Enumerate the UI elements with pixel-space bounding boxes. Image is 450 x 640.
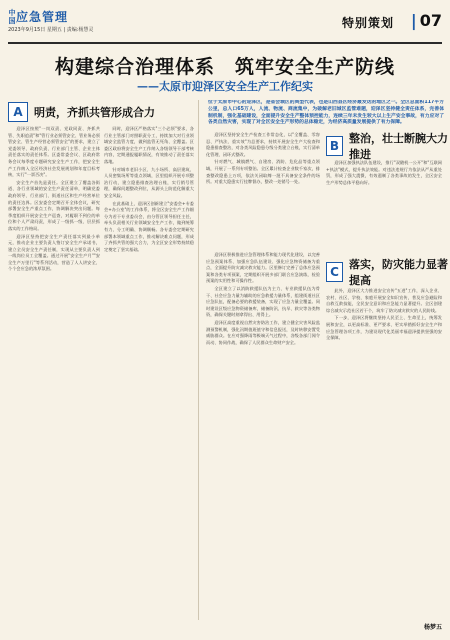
section-a-col2 — [104, 126, 194, 620]
paragraph: 针对燃气、城镇燃气、自建房、消防、危化品等重点领域，开展了一系列专项整治。全区累计检查企业数千家次，排查整改隐患上万项，依法关闭取缔一批不具备安全条件的场所。对重大隐患实行挂牌督办，整改一处销号一处。 — [206, 159, 320, 185]
paragraph: 安全生产首先是责任。全区建立了覆盖各街道、各行业领域的安全生产责任清单，明确党委政府领导、行业部门、街道社区和生产经营单位的责任边界。区安委会定期召开全体会议，研究部署安全生产重点工作，协调解决突出问题。每季度组织开展安全生产巡查，对履职不到位的单位和个人严肃问责，形成了一级抓一级、层层抓落实的工作格局。 — [8, 179, 100, 231]
paragraph: 迎泽区积极推进应急管理体系和能力现代化建设，以完善应急预案体系、加强应急队伍建设、强化应急物资储备为重点，全面提升防灾减灾救灾能力。区里修订完善了总体应急预案和各类专项预案，定期组织开展多部门联合应急演练，检验预案的实用性和可操作性。 — [206, 252, 320, 284]
section-b-col2 — [326, 160, 442, 252]
section-c-letter: C — [326, 262, 343, 282]
paragraph: 迎泽区按照"一岗双责、党政同责、齐抓共管、失职追责"和"管行业必须管安全、管业务必须管安全、管生产经营必须管安全"的要求，建立了党委领导、政府负责、行业部门主管、企业主体责任落实的责任体系。区委常委会议、区政府常务会议每季度专题研究安全生产工作，把安全生产工作纳入全区经济社会发展规划和年度目标考核，实行"一票否决"。 — [8, 126, 100, 178]
paragraph: 迎泽区坚持安全生产检查工作常态化，以"全覆盖、零容忍、严执法、重实效"为总要求，持续开展安全生产大检查和隐患排查整治，对各类风险隐患分级分类建立台账，实行清单化管理、闭环式整改。 — [206, 132, 320, 157]
page-number: | 07 — [410, 11, 442, 30]
section-c-header — [326, 258, 450, 287]
author-signature: 杨梦五 — [423, 624, 442, 631]
paragraph: 针对城市老旧小区、九小场所、高层建筑、人员密集场所等重点领域，区里组织开展专项整治行动，建立隐患排查治理台账，实行销号管理，确保问题整改到位，从源头上防范化解重大安全风险。 — [104, 166, 194, 198]
section-c-col2 — [326, 288, 442, 618]
section-b-title: 整治，壮士断腕大力推进 — [349, 132, 449, 161]
section-c-title: 落实，防灾能力显著提高 — [349, 258, 449, 287]
page-number-value: 07 — [419, 11, 442, 30]
paragraph: 全区建立了以消防救援队伍为主力、专业救援队伍为骨干、社会应急力量为辅助的应急救援力量体系，组建街道社区应急队伍，配备必要的救援装备，实现了应急力量全覆盖。同时建设区级应急物资储备库，储备防汛、抗旱、救灾等各类物资，确保关键时刻拿得出、用得上。 — [206, 285, 320, 318]
paragraph: 迎泽区加强执法队伍建设，推行"双随机一公开"和"互联网+执法"模式，提升执法效能。对违法违规行为依法从严从重处罚，形成了强大震慑，有效遏制了各类事故的发生，全区安全生产形势总体平稳向好。 — [326, 160, 442, 185]
paragraph: 迎泽区坚持把安全生产责任落实到最小单元，推动企业主要负责人签订安全生产承诺书，建立全员安全生产责任制，实现从主要负责人到一线岗位员工全覆盖。通过开展"安全生产月""安全生产万里行"等系列活动，营造了人人讲安全、个个会应急的浓厚氛围。 — [8, 233, 100, 272]
section-c-col1 — [206, 252, 320, 620]
brand-logo — [8, 8, 68, 25]
section-a-col1 — [8, 126, 100, 620]
paragraph: 同时，迎泽区严格落实"三个必须"要求，各行业主管部门对照职责分工，持续加大对行业领域安全监管力度，做到监管无死角、全覆盖。区委区政府将安全生产工作纳入各级领导干部考核内容，定期通报履职情况，有效推动了责任落实落地。 — [104, 126, 194, 164]
paragraph: 此外，迎泽区大力推进安全宣传"五进"工作，深入企业、农村、社区、学校、家庭开展安全知识宣传，普及应急避险和自救互救技能，全民安全意识和应急能力显著提升。全区创建综合减灾示范社区若干个，筑牢了防灾减灾救灾的人民防线。 — [326, 288, 442, 313]
section-a-header — [8, 102, 155, 122]
subheadline: ——太原市迎泽区安全生产工作纪实 — [137, 80, 313, 93]
section-name: 特别策划 — [341, 16, 394, 30]
paragraph: 在此基础上，迎泽区创新建立"安委会+专委会+办公室"的工作体系，将全区安全生产工作细分为若干专业委员会，由分管区领导担任主任，牵头负责相关行业领域安全生产工作，做到统筹有力、分工明确、协调顺畅。各专委会定期研究部署本领域重点工作，推动解决难点问题，形成了齐抓共管的强大合力，为全区安全形势持续稳定奠定了坚实基础。 — [104, 200, 194, 252]
headline: 构建综合治理体系 筑牢安全生产防线 — [54, 56, 395, 78]
section-b-letter: B — [326, 136, 343, 156]
paragraph: 下一步，迎泽区将继续坚持人民至上、生命至上，统筹发展和安全，以更高标准、更严要求、更实举措抓好安全生产和应急管理各项工作，为建设现代化美丽幸福迎泽提供坚强的安全保障。 — [326, 315, 442, 341]
section-b-header — [326, 132, 450, 161]
brand-name: 应急管理 — [16, 10, 69, 24]
column-divider — [198, 100, 199, 620]
page-header — [8, 4, 442, 44]
issue-meta: 2023年9月15日 星期五 | 责编:杨慧灵 — [8, 27, 94, 33]
brand-small: 中国 — [8, 9, 17, 25]
paragraph: 迎泽区高度重视自然灾害防治工作，建立健全灾害风险监测预警机制，强化汛期值班值守和信息报送，及时转移安置受威胁群众。在应对强降雨等极端天气过程中，各级各部门闻令而动、协同作战，确保了人民群众生命财产安全。 — [206, 319, 320, 345]
section-a-letter: A — [8, 102, 28, 122]
lead-paragraph: 位于太原市中心的迎泽区，是省会城区的典型代表，也是山西县区经济最发达的地区之一。全区总面积117平方公里，总人口65万人，人流、物流、商流集中，为破解老旧城区监管难题，迎泽区坚持健全责任体系，完善体制机制，强化基础建设，全面提升安全生产整体预控能力，连续三年未发生较大以上生产安全事故，有力应对了各类自然灾害，实现了对全区安全生产形势的总体稳定，为经济高质量发展提供了有力保障。 — [208, 100, 444, 126]
section-b-col1 — [206, 132, 320, 244]
section-a-title: 明责，齐抓共管形成合力 — [34, 106, 155, 119]
